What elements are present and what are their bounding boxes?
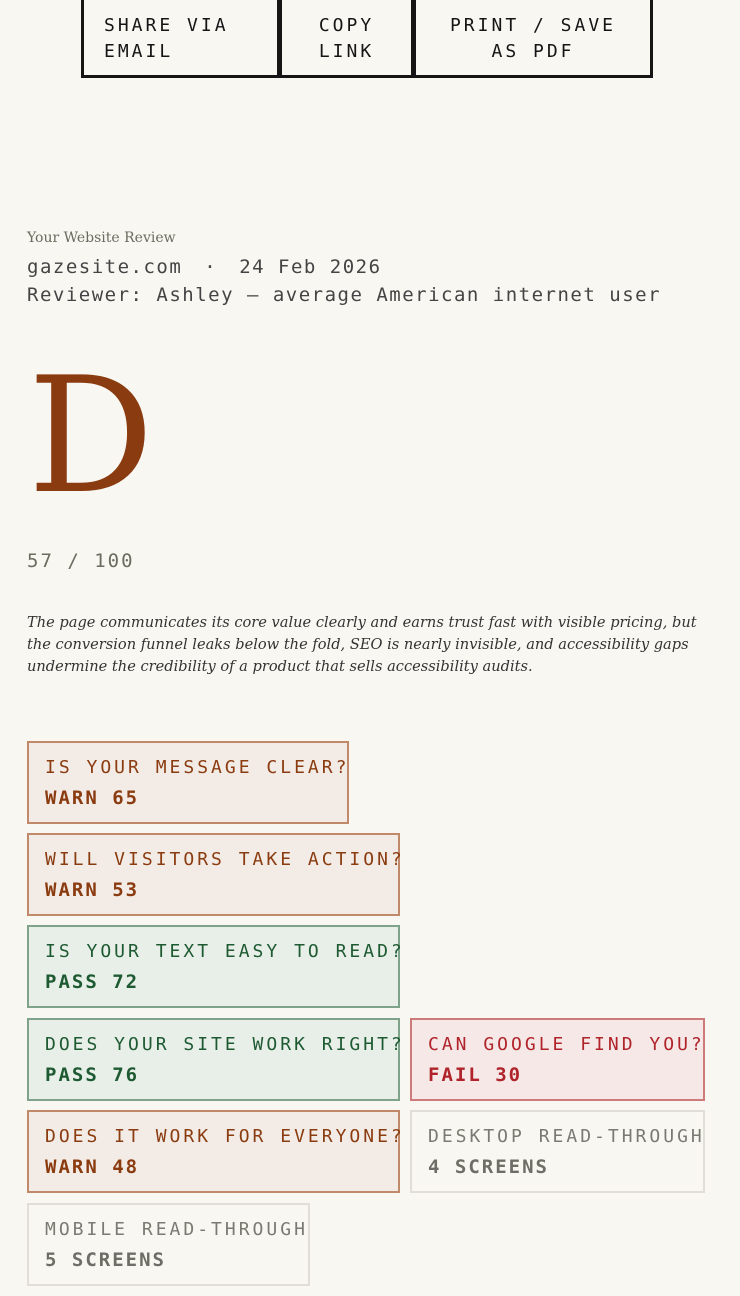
card-screen-count: 4 SCREENS <box>428 1156 549 1178</box>
card-text-readable[interactable] <box>27 925 405 1008</box>
card-question: CAN GOOGLE FIND YOU? <box>428 1034 705 1055</box>
card-visitors-action[interactable] <box>27 833 405 916</box>
card-google-find[interactable] <box>410 1018 705 1101</box>
meta-separator: · <box>204 256 218 278</box>
card-result: PASS 76 <box>45 1064 140 1086</box>
share-toolbar <box>81 0 653 78</box>
review-eyebrow: Your Website Review <box>27 230 176 246</box>
card-works-everyone[interactable] <box>27 1110 405 1193</box>
review-summary: The page communicates its core value clearly and earns trust fast with visible pricing, but the conversion funnel leaks below the fold, SEO is nearly invisible, and accessibility gaps undermine the credibility of a product that sells accessibility audits. <box>27 614 697 675</box>
reviewer-line: Reviewer: Ashley — average American internet user <box>27 284 662 306</box>
copy-link-button[interactable]: COPY LINK <box>279 0 414 78</box>
card-question: DESKTOP READ-THROUGH <box>428 1126 705 1147</box>
share-email-button[interactable]: SHARE VIA EMAIL <box>81 0 280 78</box>
card-mobile-readthrough[interactable] <box>27 1203 310 1286</box>
card-message-clear[interactable] <box>27 741 349 824</box>
card-screen-count: 5 SCREENS <box>45 1249 166 1271</box>
card-question: DOES IT WORK FOR EVERYONE? <box>45 1126 405 1147</box>
card-desktop-readthrough[interactable] <box>410 1110 705 1193</box>
card-result: WARN 48 <box>45 1156 140 1178</box>
card-question: WILL VISITORS TAKE ACTION? <box>45 849 405 870</box>
card-result: WARN 53 <box>45 879 140 901</box>
grade-letter: D <box>28 342 154 529</box>
review-date: 24 Feb 2026 <box>239 256 382 278</box>
review-meta <box>27 256 382 278</box>
card-result: PASS 72 <box>45 971 140 993</box>
card-site-works[interactable] <box>27 1018 405 1101</box>
card-result: WARN 65 <box>45 787 140 809</box>
site-domain: gazesite.com <box>27 256 183 278</box>
overall-score: 57 / 100 <box>27 550 135 572</box>
card-result: FAIL 30 <box>428 1064 523 1086</box>
card-question: DOES YOUR SITE WORK RIGHT? <box>45 1034 405 1055</box>
card-question: IS YOUR MESSAGE CLEAR? <box>45 757 350 778</box>
card-question: IS YOUR TEXT EASY TO READ? <box>45 941 405 962</box>
print-pdf-button[interactable]: PRINT / SAVE AS PDF <box>413 0 653 78</box>
card-question: MOBILE READ-THROUGH <box>45 1219 308 1240</box>
